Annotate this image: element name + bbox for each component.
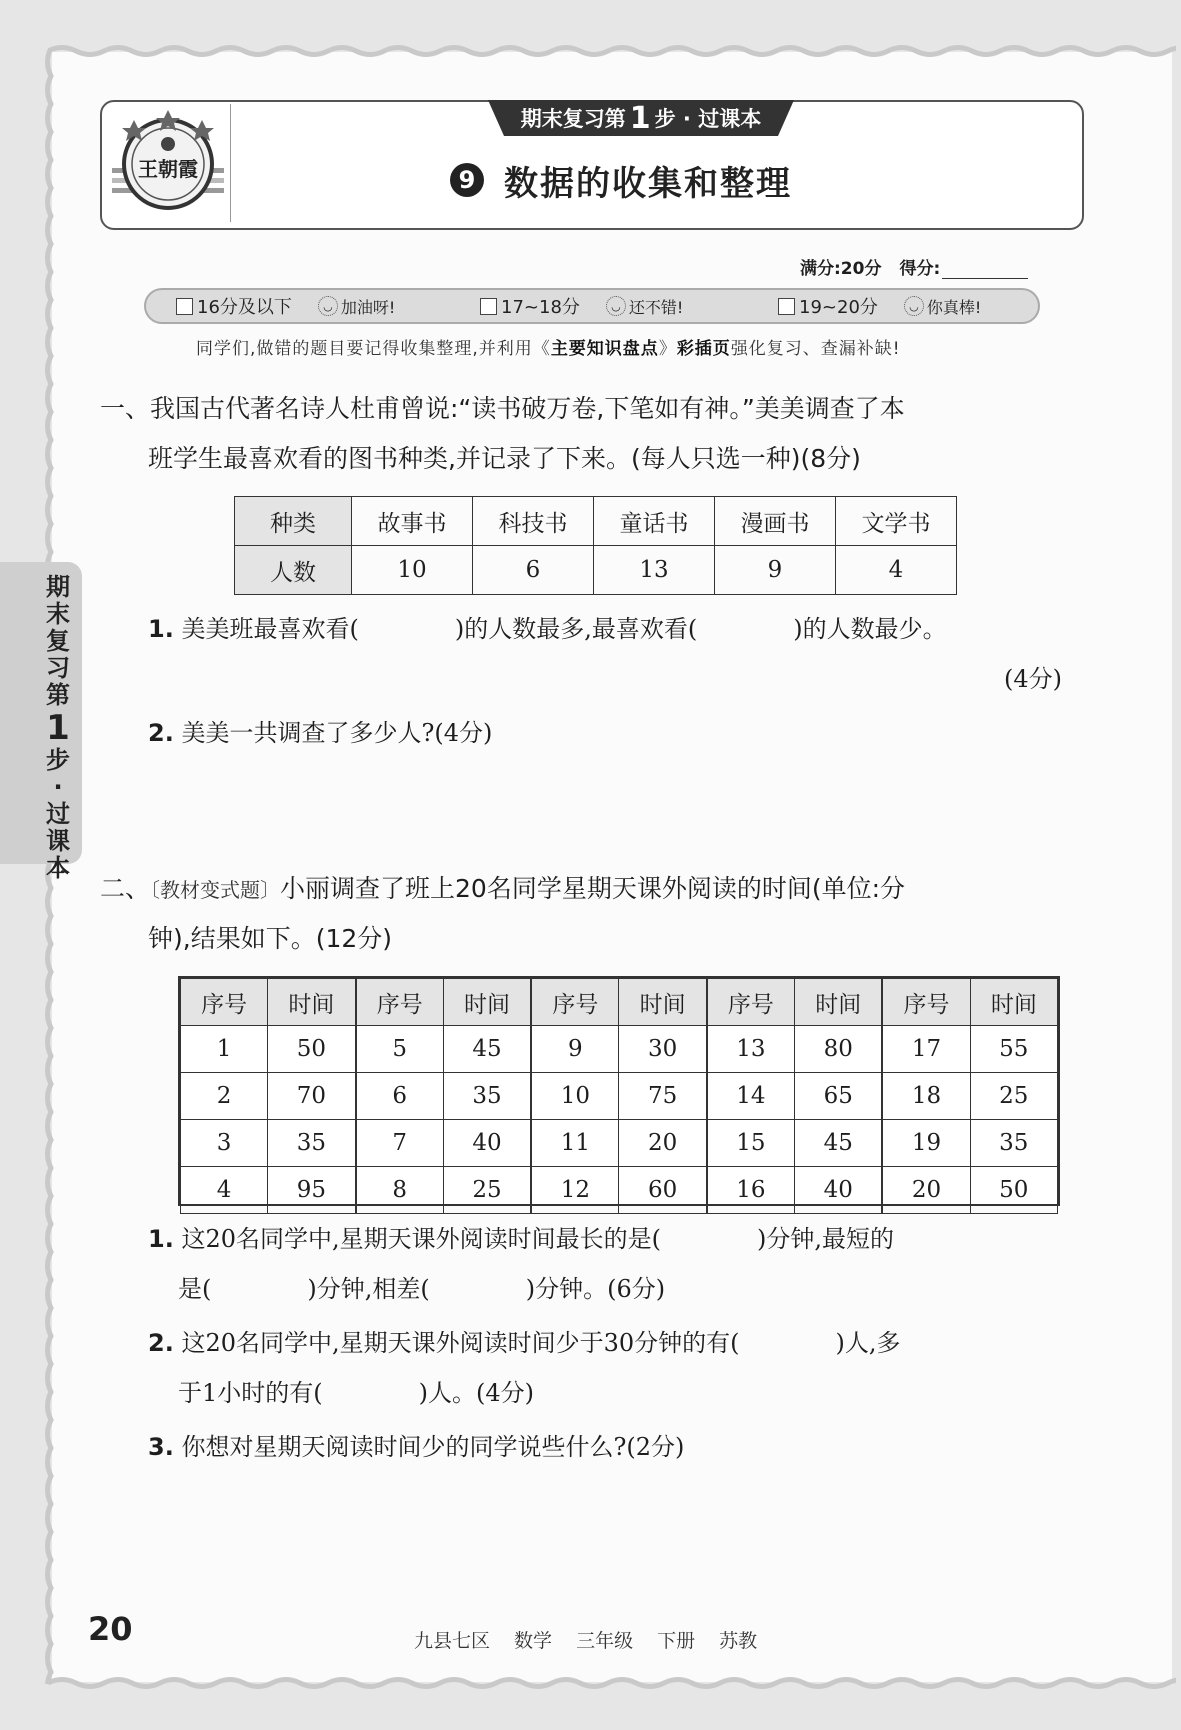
table-row: 6 35 bbox=[356, 1073, 531, 1120]
eval-item-3 bbox=[778, 293, 981, 319]
reading-time-group-3: 序号 时间 9 30 10 75 11 20 12 60 bbox=[531, 978, 707, 1214]
eval-range-1: 16分及以下 bbox=[197, 297, 292, 318]
category-cell: 童话书 bbox=[594, 497, 715, 546]
eval-checkbox-1[interactable] bbox=[176, 298, 193, 315]
eval-range-3: 19~20分 bbox=[799, 297, 878, 318]
q1-stem-line2: 班学生最喜欢看的图书种类,并记录了下来。(每人只选一种)(8分) bbox=[148, 444, 861, 473]
table-row: 9 30 bbox=[532, 1026, 707, 1073]
table-header-cell: 人数 bbox=[235, 546, 352, 595]
reading-time-group-4: 序号 时间 13 80 14 65 15 45 16 40 bbox=[707, 978, 883, 1214]
eval-item-2 bbox=[480, 293, 683, 319]
count-cell: 10 bbox=[352, 546, 473, 595]
svg-text:王朝霞: 王朝霞 bbox=[138, 157, 198, 181]
banner-pre: 期末复习第 bbox=[520, 107, 626, 131]
smile-face-icon: ◡ bbox=[904, 296, 924, 316]
category-cell: 文学书 bbox=[836, 497, 957, 546]
book-type-table bbox=[234, 496, 957, 595]
table-row: 15 45 bbox=[707, 1120, 882, 1167]
table-row: 10 75 bbox=[532, 1073, 707, 1120]
table-header-cell: 种类 bbox=[235, 497, 352, 546]
category-cell: 故事书 bbox=[352, 497, 473, 546]
table-row: 5 45 bbox=[356, 1026, 531, 1073]
unit-title-row bbox=[450, 158, 792, 202]
smile-face-icon: ◡ bbox=[606, 296, 626, 316]
table-row: 3 35 bbox=[181, 1120, 356, 1167]
side-tab-label: 期 末 复 习 第 1 步 · 过 课 本 bbox=[46, 573, 70, 882]
eval-item-1 bbox=[176, 293, 395, 319]
table-row: 20 50 bbox=[883, 1167, 1058, 1214]
table-row: 14 65 bbox=[707, 1073, 882, 1120]
unit-number-badge: 9 bbox=[450, 163, 484, 197]
reading-time-group-5: 序号 时间 17 55 18 25 19 35 20 50 bbox=[882, 978, 1058, 1214]
page-title: 数据的收集和整理 bbox=[504, 163, 792, 204]
reading-time-table bbox=[178, 976, 1060, 1206]
wavy-border-bottom bbox=[48, 1676, 1176, 1690]
q1-sub1: 1. 美美班最喜欢看( )的人数最多,最喜欢看( )的人数最少。 bbox=[148, 615, 947, 643]
q1-sub1-score: (4分) bbox=[1004, 665, 1062, 693]
table-row: 11 20 bbox=[532, 1120, 707, 1167]
q1-stem-line1: 一、我国古代著名诗人杜甫曾说:“读书破万卷,下笔如有神。”美美调查了本 bbox=[100, 394, 905, 423]
q1-sub2: 2. 美美一共调查了多少人?(4分) bbox=[148, 719, 493, 747]
score-label: 得分: bbox=[899, 259, 941, 279]
score-line bbox=[800, 254, 1028, 279]
footer-info: 九县七区 数学 三年级 下册 苏教 bbox=[414, 1630, 758, 1652]
reading-time-group-1: 序号 时间 1 50 2 70 3 35 4 95 bbox=[180, 978, 356, 1214]
eval-range-2: 17~18分 bbox=[501, 297, 580, 318]
table-row: 8 25 bbox=[356, 1167, 531, 1214]
banner-label bbox=[488, 100, 794, 136]
table-row bbox=[235, 546, 957, 595]
wavy-border-top bbox=[48, 44, 1176, 58]
table-row: 12 60 bbox=[532, 1167, 707, 1214]
study-tip: 同学们,做错的题目要记得收集整理,并利用《主要知识盘点》彩插页强化复习、查漏补缺! bbox=[196, 339, 901, 359]
q2-stem-line2: 钟),结果如下。(12分) bbox=[148, 924, 393, 953]
eval-msg-3: 你真棒! bbox=[926, 297, 982, 317]
page-number: 20 bbox=[88, 1610, 133, 1648]
textbook-variant-tag: 〔教材变式题〕 bbox=[150, 878, 281, 902]
count-cell: 9 bbox=[715, 546, 836, 595]
category-cell: 科技书 bbox=[473, 497, 594, 546]
eval-msg-2: 还不错! bbox=[628, 297, 684, 317]
publisher-logo-seal bbox=[112, 108, 224, 216]
smile-face-icon: ◡ bbox=[318, 296, 338, 316]
table-row: 13 80 bbox=[707, 1026, 882, 1073]
table-row: 17 55 bbox=[883, 1026, 1058, 1073]
count-cell: 13 bbox=[594, 546, 715, 595]
table-row: 1 50 bbox=[181, 1026, 356, 1073]
table-row: 2 70 bbox=[181, 1073, 356, 1120]
category-cell: 漫画书 bbox=[715, 497, 836, 546]
table-row bbox=[235, 497, 957, 546]
count-cell: 6 bbox=[473, 546, 594, 595]
score-blank[interactable] bbox=[942, 260, 1028, 279]
q2-sub1-line1: 1. 这20名同学中,星期天课外阅读时间最长的是( )分钟,最短的 bbox=[148, 1225, 894, 1253]
reading-time-group-2: 序号 时间 5 45 6 35 7 40 8 25 bbox=[356, 978, 532, 1214]
full-score: 满分:20分 bbox=[800, 259, 882, 279]
eval-checkbox-3[interactable] bbox=[778, 298, 795, 315]
banner-post: 步 · 过课本 bbox=[654, 107, 762, 131]
table-row: 19 35 bbox=[883, 1120, 1058, 1167]
q2-sub2-line2: 于1小时的有( )人。(4分) bbox=[178, 1379, 534, 1407]
eval-msg-1: 加油呀! bbox=[340, 297, 396, 317]
q2-sub1-line2: 是( )分钟,相差( )分钟。(6分) bbox=[178, 1275, 666, 1303]
q2-sub2-line1: 2. 这20名同学中,星期天课外阅读时间少于30分钟的有( )人,多 bbox=[148, 1329, 901, 1357]
table-row: 7 40 bbox=[356, 1120, 531, 1167]
q2-stem-line1: 二、〔教材变式题〕小丽调查了班上20名同学星期天课外阅读的时间(单位:分 bbox=[100, 874, 906, 903]
eval-checkbox-2[interactable] bbox=[480, 298, 497, 315]
table-row: 16 40 bbox=[707, 1167, 882, 1214]
table-row: 18 25 bbox=[883, 1073, 1058, 1120]
table-row: 4 95 bbox=[181, 1167, 356, 1214]
count-cell: 4 bbox=[836, 546, 957, 595]
header-divider bbox=[230, 104, 231, 222]
q2-sub3: 3. 你想对星期天阅读时间少的同学说些什么?(2分) bbox=[148, 1433, 685, 1461]
banner-step-number: 1 bbox=[629, 100, 651, 136]
